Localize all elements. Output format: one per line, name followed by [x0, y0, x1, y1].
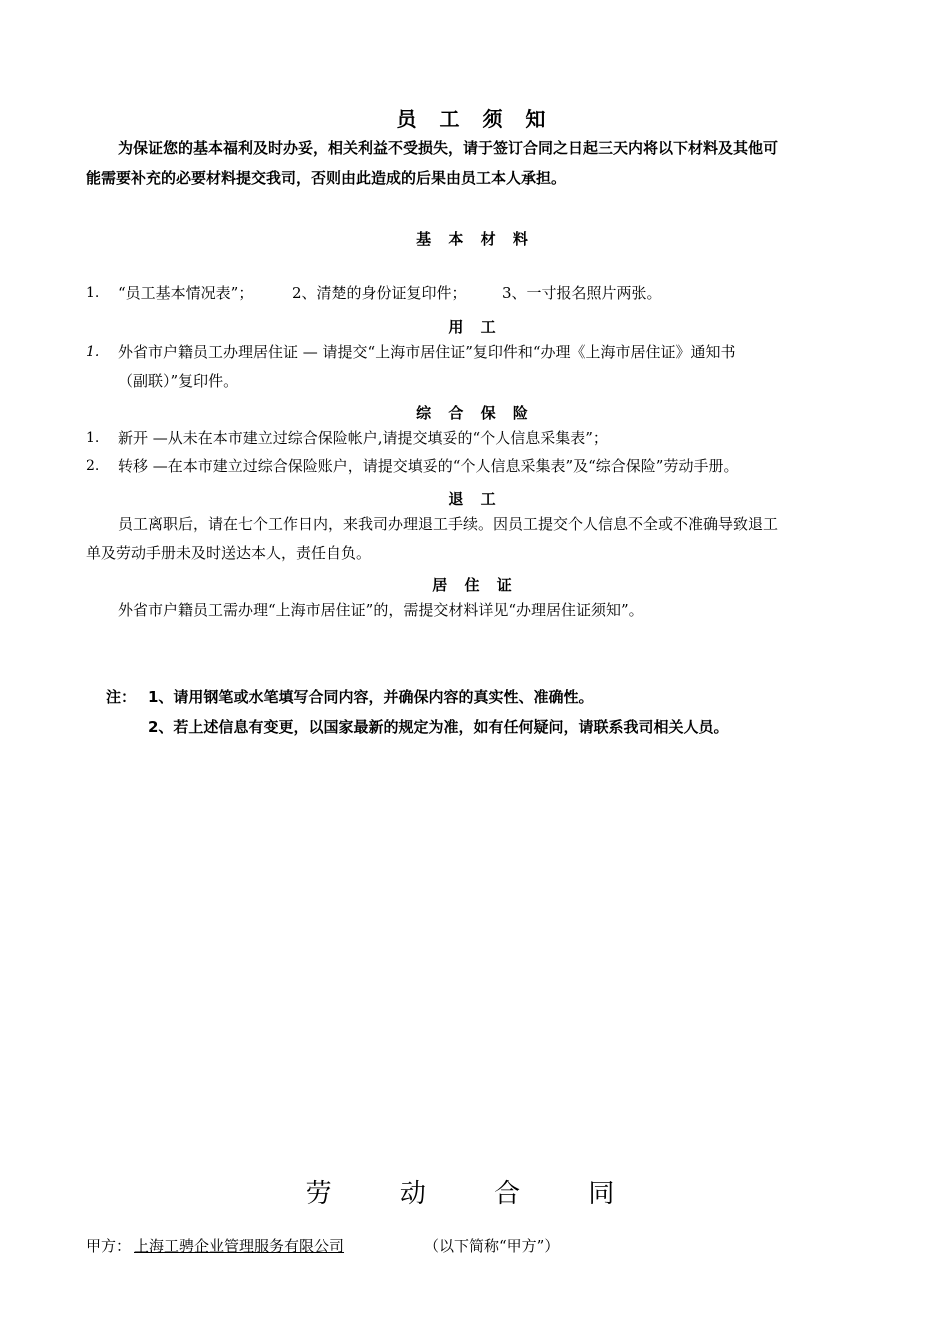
party-a-alias: （以下简称“甲方”）	[424, 1237, 560, 1255]
basic-item-2: 2、清楚的身份证复印件；	[292, 284, 467, 302]
notice-title: 员 工 须 知	[396, 107, 554, 131]
notes-label: 注：	[106, 688, 137, 706]
party-a-name-field[interactable]: 上海工骋企业管理服务有限公司	[134, 1237, 345, 1255]
basic-item-3: 3、一寸报名照片两张。	[502, 284, 662, 302]
note-2: 2、若上述信息有变更，以国家最新的规定为准，如有任何疑问，请联系我司相关人员。	[148, 718, 729, 736]
insurance-item-1-number: 1.	[86, 430, 100, 446]
insurance-item-2-number: 2.	[86, 458, 100, 474]
basic-materials-heading: 基 本 材 料	[416, 230, 534, 248]
party-a-label: 甲方：	[86, 1237, 132, 1255]
intro-line-2: 能需要补充的必要材料提交我司，否则由此造成的后果由员工本人承担。	[86, 169, 567, 187]
intro-line-1: 为保证您的基本福利及时办妥，相关利益不受损失，请于签订合同之日起三天内将以下材料及其他可	[118, 139, 779, 157]
employment-item-number: 1.	[86, 344, 100, 360]
employment-line-1: 外省市户籍员工办理居住证 — 请提交“上海市居住证”复印件和“办理《上海市居住证》通知书	[118, 343, 736, 361]
insurance-item-2: 转移 —在本市建立过综合保险账户，请提交填妥的“个人信息采集表”及“综合保险”劳动手册。	[118, 457, 739, 475]
basic-item-1: “员工基本情况表”；	[118, 284, 254, 302]
insurance-item-1: 新开 —从未在本市建立过综合保险帐户,请提交填妥的“个人信息采集表”；	[118, 429, 608, 447]
basic-item-number: 1.	[86, 285, 100, 301]
resign-line-2: 单及劳动手册未及时送达本人，责任自负。	[86, 544, 372, 562]
employment-line-2: （副联）”复印件。	[118, 372, 239, 390]
insurance-heading: 综 合 保 险	[416, 404, 534, 422]
residence-heading: 居 住 证	[432, 576, 518, 594]
resign-heading: 退 工	[448, 490, 502, 508]
resign-line-1: 员工离职后，请在七个工作日内，来我司办理退工手续。因员工提交个人信息不全或不准确导致退工	[118, 515, 779, 533]
contract-title: 劳 动 合 同	[305, 1179, 645, 1209]
note-1: 1、请用钢笔或水笔填写合同内容，并确保内容的真实性、准确性。	[148, 688, 594, 706]
residence-text: 外省市户籍员工需办理“上海市居住证”的，需提交材料详见“办理居住证须知”。	[118, 601, 644, 619]
employment-heading: 用 工	[448, 318, 502, 336]
